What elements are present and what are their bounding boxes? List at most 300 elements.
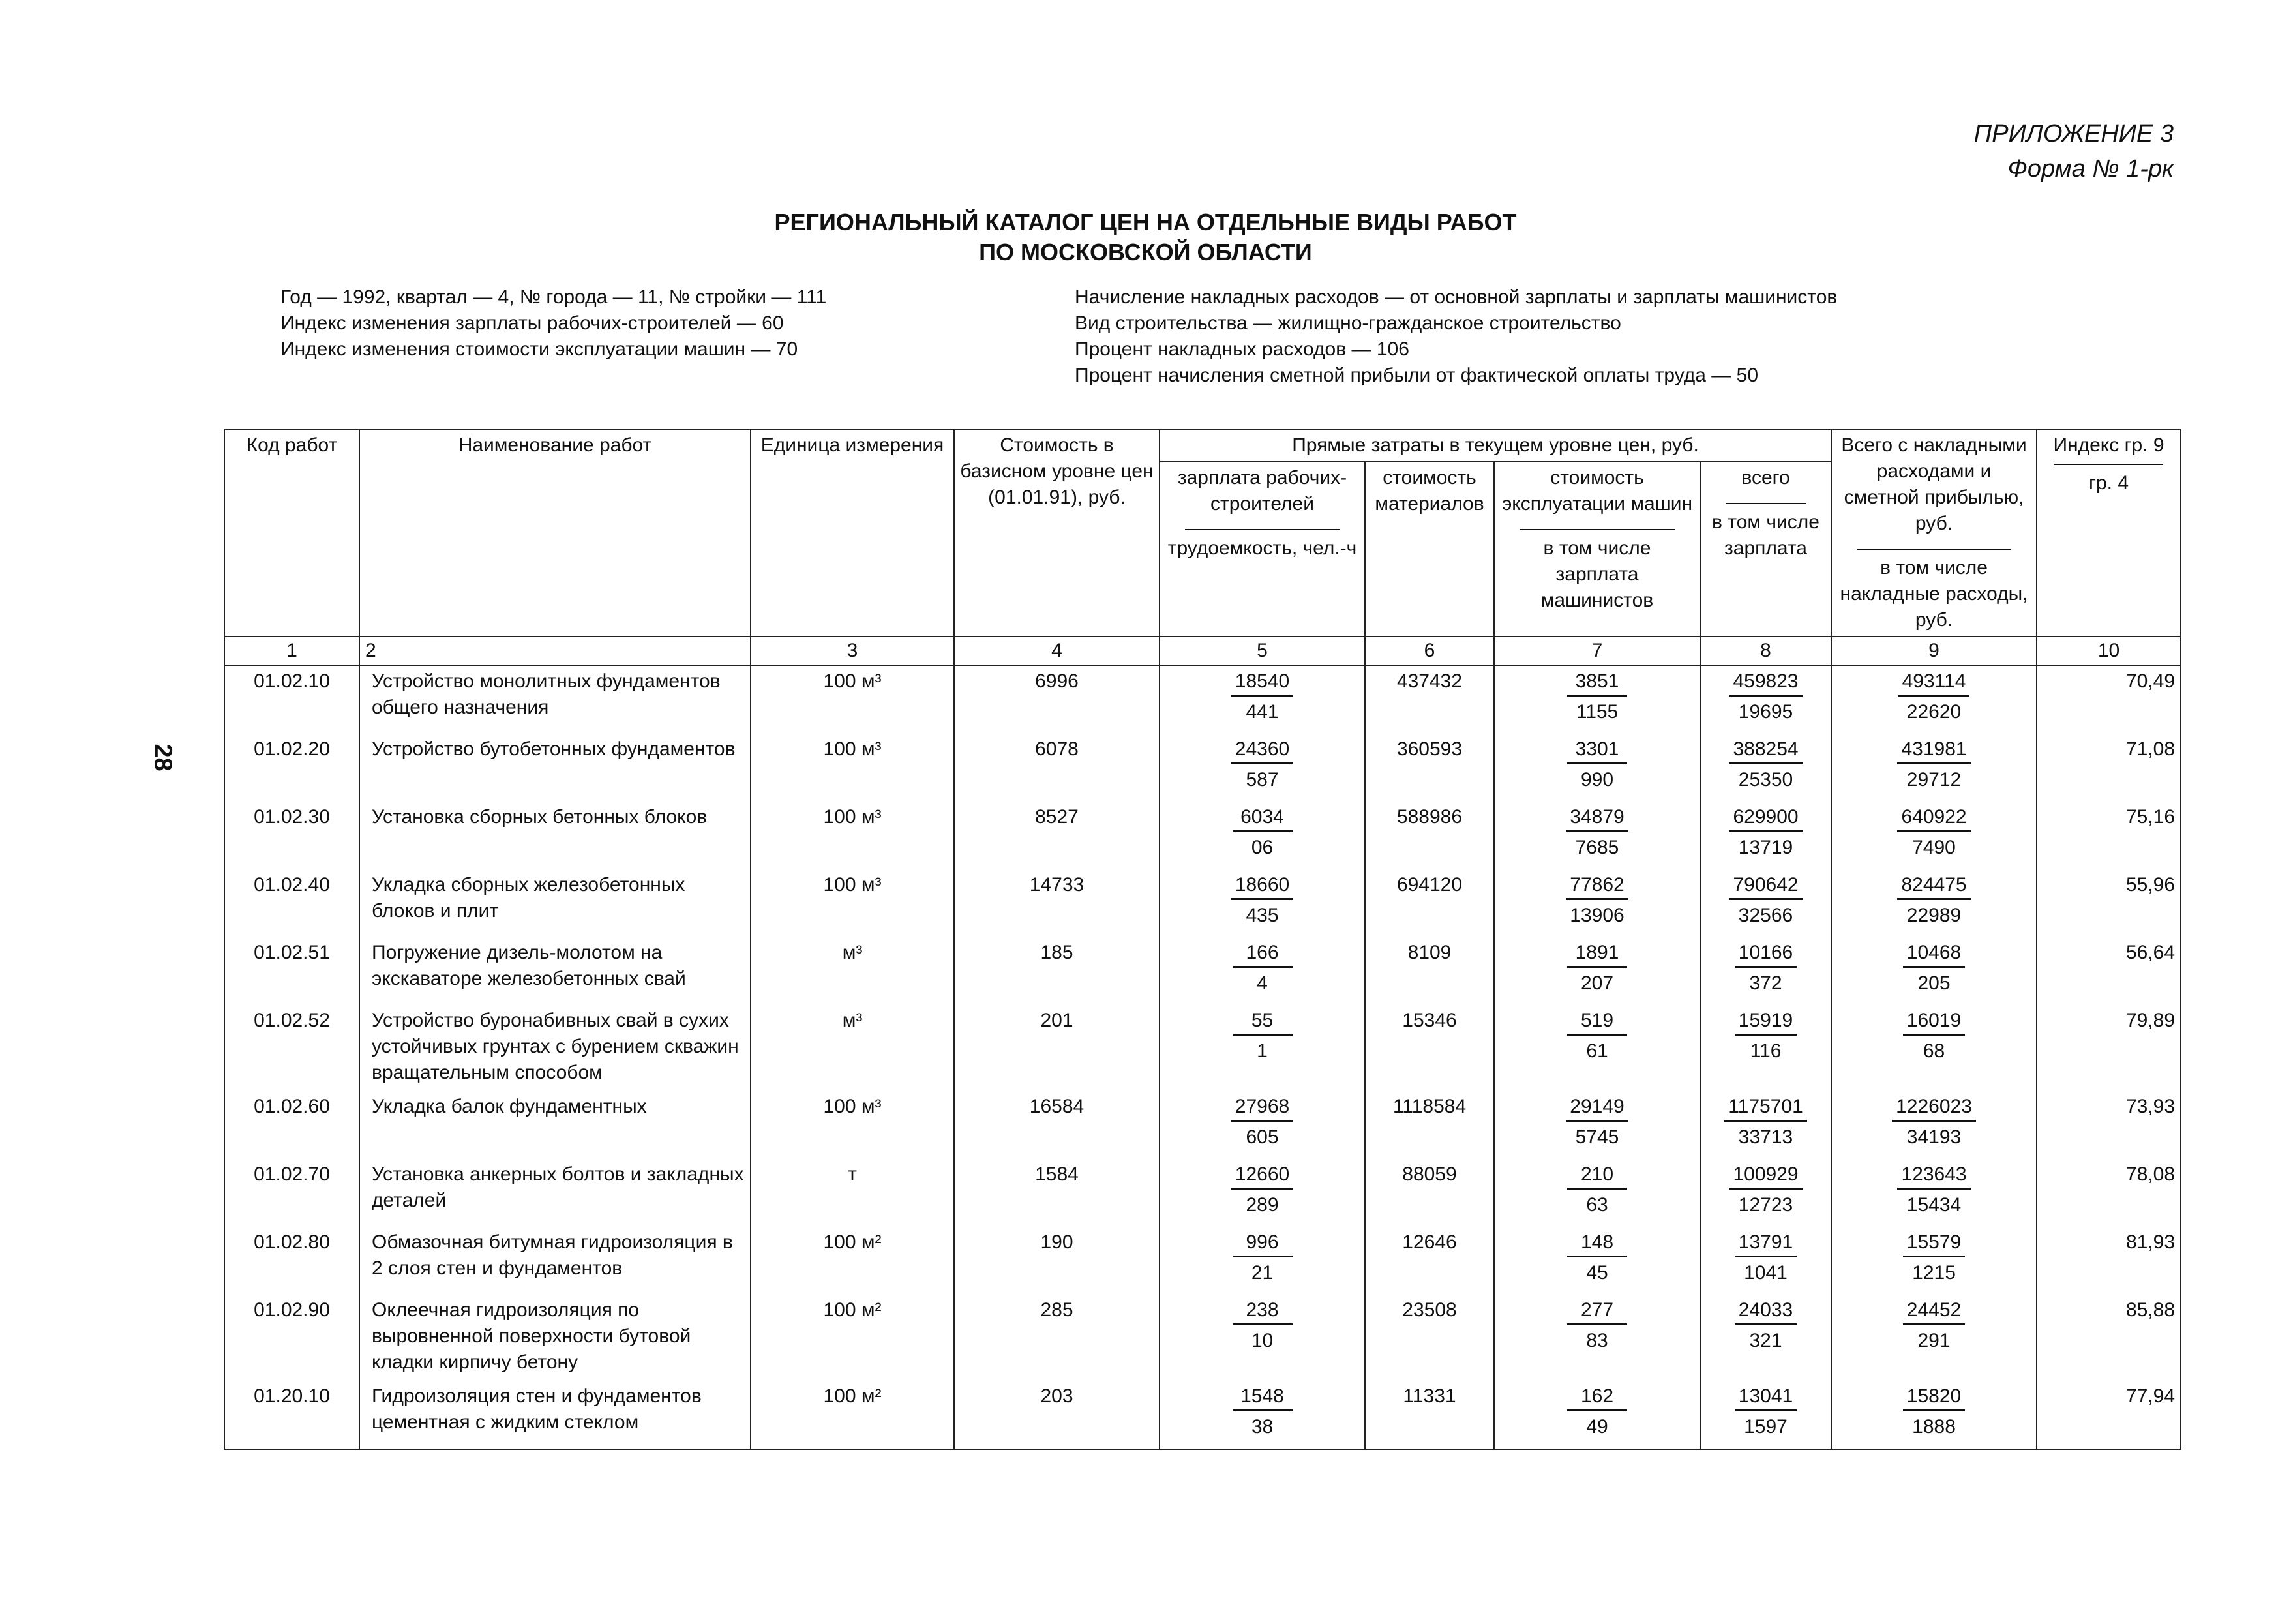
overhead-cost: 205 — [1917, 972, 1951, 994]
table-row — [224, 1005, 2181, 1091]
total-direct: 459823 — [1729, 669, 1802, 697]
work-code: 01.02.90 — [224, 1295, 359, 1381]
fraction — [1892, 1094, 1976, 1150]
price-index: 71,08 — [2037, 734, 2181, 802]
fraction — [1233, 1383, 1293, 1440]
work-code: 01.02.40 — [224, 869, 359, 937]
total-cell — [1700, 1159, 1831, 1227]
fraction — [1897, 736, 1970, 793]
work-code: 01.02.70 — [224, 1159, 359, 1227]
machines-cell — [1494, 734, 1700, 802]
price-index: 81,93 — [2037, 1227, 2181, 1295]
materials-cost: 694120 — [1365, 869, 1494, 937]
price-index: 77,94 — [2037, 1381, 2181, 1449]
machines-cost: 1891 — [1567, 940, 1627, 968]
total-with-overhead: 16019 — [1903, 1008, 1965, 1036]
machines-cell — [1494, 937, 1700, 1005]
fraction — [1231, 1094, 1293, 1150]
wages-value: 996 — [1233, 1229, 1293, 1257]
param-construction-type: Вид строительства — жилищно-гражданское строительство — [1075, 312, 1621, 334]
total-direct: 15919 — [1735, 1008, 1797, 1036]
fraction — [1231, 669, 1293, 725]
header-total-with-overhead-top: Всего с накладными расходами и сметной прибылью, руб. — [1841, 434, 2027, 534]
column-number: 10 — [2037, 637, 2181, 665]
column-number: 9 — [1831, 637, 2037, 665]
table-row — [224, 1227, 2181, 1295]
header-code: Код работ — [224, 429, 359, 637]
total-wages: 1597 — [1744, 1416, 1788, 1437]
wages-cell — [1160, 665, 1365, 734]
header-wages-bottom: трудоемкость, чел.-ч — [1167, 537, 1357, 559]
overhead-cell — [1831, 734, 2037, 802]
total-wages: 372 — [1749, 972, 1782, 994]
work-name: Укладка балок фундаментных — [359, 1091, 751, 1159]
fraction — [1567, 1383, 1627, 1440]
materials-cost: 23508 — [1365, 1295, 1494, 1381]
work-code: 01.02.10 — [224, 665, 359, 734]
overhead-cell — [1831, 1295, 2037, 1381]
header-machines — [1494, 462, 1700, 637]
header-index-top: Индекс гр. 9 — [2053, 434, 2164, 456]
overhead-cost: 7490 — [1912, 837, 1956, 858]
work-name: Погружение дизель-молотом на экскаваторе железобетонных свай — [359, 937, 751, 1005]
header-index-bottom: гр. 4 — [2089, 472, 2129, 494]
work-name: Обмазочная битумная гидроизоляция в 2 слоя стен и фундаментов — [359, 1227, 751, 1295]
table-row — [224, 869, 2181, 937]
total-with-overhead: 15579 — [1903, 1229, 1965, 1257]
header-total-with-overhead — [1831, 429, 2037, 637]
unit: 100 м³ — [751, 665, 954, 734]
overhead-cost: 68 — [1923, 1040, 1945, 1062]
total-cell — [1700, 1005, 1831, 1091]
price-index: 73,93 — [2037, 1091, 2181, 1159]
fraction — [1897, 872, 1970, 929]
unit: 100 м² — [751, 1227, 954, 1295]
unit: 100 м² — [751, 1381, 954, 1449]
fraction — [1724, 1094, 1807, 1150]
column-number: 3 — [751, 637, 954, 665]
base-cost: 6996 — [954, 665, 1160, 734]
overhead-cost: 29712 — [1906, 769, 1962, 790]
price-index: 85,88 — [2037, 1295, 2181, 1381]
total-cell — [1700, 665, 1831, 734]
fraction — [1567, 1229, 1627, 1286]
table-body — [224, 665, 2181, 1449]
base-cost: 285 — [954, 1295, 1160, 1381]
materials-cost: 11331 — [1365, 1381, 1494, 1449]
wages-value: 27968 — [1231, 1094, 1293, 1122]
work-name: Устройство бутобетонных фундаментов — [359, 734, 751, 802]
labor-hours: 4 — [1257, 972, 1268, 994]
header-divider — [1185, 529, 1340, 530]
total-direct: 629900 — [1729, 804, 1802, 832]
header-wages-top: зарплата рабочих-строителей — [1177, 467, 1347, 515]
fraction — [1903, 1383, 1965, 1440]
price-index: 78,08 — [2037, 1159, 2181, 1227]
table-row — [224, 937, 2181, 1005]
overhead-cost: 22620 — [1906, 701, 1962, 723]
wages-cell — [1160, 937, 1365, 1005]
work-code: 01.02.20 — [224, 734, 359, 802]
param-overhead-percent: Процент накладных расходов — 106 — [1075, 338, 1409, 360]
labor-hours: 1 — [1257, 1040, 1268, 1062]
total-cell — [1700, 734, 1831, 802]
total-wages: 12723 — [1738, 1194, 1793, 1216]
total-with-overhead: 493114 — [1898, 669, 1970, 697]
total-with-overhead: 24452 — [1903, 1297, 1965, 1325]
work-code: 01.02.30 — [224, 802, 359, 869]
labor-hours: 38 — [1251, 1416, 1274, 1437]
materials-cost: 88059 — [1365, 1159, 1494, 1227]
fraction — [1233, 1008, 1293, 1064]
work-code: 01.02.51 — [224, 937, 359, 1005]
machines-cell — [1494, 1091, 1700, 1159]
header-row-1 — [224, 429, 2181, 462]
fraction — [1898, 669, 1970, 725]
machines-cell — [1494, 1005, 1700, 1091]
column-number: 5 — [1160, 637, 1365, 665]
total-wages: 1041 — [1744, 1262, 1788, 1284]
params-left — [280, 284, 826, 363]
total-wages: 116 — [1750, 1040, 1782, 1062]
wages-value: 166 — [1233, 940, 1293, 968]
fraction — [1231, 872, 1293, 929]
fraction — [1233, 940, 1293, 997]
fraction — [1735, 1383, 1797, 1440]
labor-hours: 10 — [1251, 1330, 1274, 1351]
total-wages: 25350 — [1738, 769, 1793, 790]
overhead-cost: 1215 — [1912, 1262, 1956, 1284]
fraction — [1729, 669, 1802, 725]
header-direct-costs: Прямые затраты в текущем уровне цен, руб. — [1160, 429, 1831, 462]
header-total-bottom: в том числе зарплата — [1712, 511, 1819, 559]
fraction — [1729, 872, 1802, 929]
unit: 100 м³ — [751, 802, 954, 869]
machines-cost: 210 — [1567, 1162, 1627, 1190]
materials-cost: 1118584 — [1365, 1091, 1494, 1159]
fraction — [1233, 1229, 1293, 1286]
overhead-cell — [1831, 1091, 2037, 1159]
total-with-overhead: 431981 — [1897, 736, 1970, 764]
fraction — [1897, 804, 1970, 861]
work-name: Установка анкерных болтов и закладных деталей — [359, 1159, 751, 1227]
operator-wages: 63 — [1586, 1194, 1608, 1216]
fraction — [1231, 1162, 1293, 1218]
fraction — [1735, 1297, 1797, 1354]
wages-value: 12660 — [1231, 1162, 1293, 1190]
header-total — [1700, 462, 1831, 637]
column-number: 2 — [359, 637, 751, 665]
fraction — [1567, 1162, 1627, 1218]
wages-cell — [1160, 1091, 1365, 1159]
price-catalog-table — [224, 429, 2181, 1450]
base-cost: 6078 — [954, 734, 1160, 802]
header-total-with-overhead-bottom: в том числе накладные расходы, руб. — [1840, 557, 2028, 631]
column-number: 4 — [954, 637, 1160, 665]
header-divider — [1726, 503, 1806, 504]
work-code: 01.02.60 — [224, 1091, 359, 1159]
machines-cost: 277 — [1567, 1297, 1627, 1325]
labor-hours: 441 — [1246, 701, 1279, 723]
wages-cell — [1160, 802, 1365, 869]
operator-wages: 45 — [1586, 1262, 1608, 1284]
labor-hours: 435 — [1246, 905, 1279, 926]
labor-hours: 21 — [1251, 1262, 1274, 1284]
unit: м³ — [751, 1005, 954, 1091]
total-cell — [1700, 1227, 1831, 1295]
total-cell — [1700, 1295, 1831, 1381]
header-wages — [1160, 462, 1365, 637]
operator-wages: 7685 — [1575, 837, 1619, 858]
overhead-cost: 34193 — [1906, 1126, 1962, 1148]
overhead-cell — [1831, 869, 2037, 937]
fraction — [1729, 736, 1802, 793]
price-index: 56,64 — [2037, 937, 2181, 1005]
fraction — [1903, 1297, 1965, 1354]
total-direct: 1175701 — [1724, 1094, 1807, 1122]
fraction — [1233, 804, 1293, 861]
params-right — [1075, 284, 1837, 389]
labor-hours: 605 — [1246, 1126, 1279, 1148]
overhead-cost: 1888 — [1912, 1416, 1956, 1437]
machines-cell — [1494, 1227, 1700, 1295]
wages-cell — [1160, 1159, 1365, 1227]
operator-wages: 207 — [1580, 972, 1614, 994]
header-machines-top: стоимость эксплуатации машин — [1501, 467, 1693, 515]
table-row — [224, 1159, 2181, 1227]
total-direct: 24033 — [1735, 1297, 1797, 1325]
document-title — [0, 207, 2291, 267]
overhead-cell — [1831, 937, 2037, 1005]
appendix-label — [1974, 116, 2174, 187]
column-number: 1 — [224, 637, 359, 665]
unit: 100 м² — [751, 1295, 954, 1381]
work-name: Гидроизоляция стен и фундаментов цементная с жидким стеклом — [359, 1381, 751, 1449]
fraction — [1903, 1229, 1965, 1286]
column-number-row — [224, 637, 2181, 665]
fraction — [1233, 1297, 1293, 1354]
wages-value: 55 — [1233, 1008, 1293, 1036]
materials-cost: 437432 — [1365, 665, 1494, 734]
overhead-cell — [1831, 1159, 2037, 1227]
unit: т — [751, 1159, 954, 1227]
unit: 100 м³ — [751, 734, 954, 802]
materials-cost: 588986 — [1365, 802, 1494, 869]
total-cell — [1700, 1091, 1831, 1159]
wages-cell — [1160, 734, 1365, 802]
total-wages: 321 — [1749, 1330, 1782, 1351]
column-number: 6 — [1365, 637, 1494, 665]
work-code: 01.02.52 — [224, 1005, 359, 1091]
base-cost: 190 — [954, 1227, 1160, 1295]
table-row — [224, 1295, 2181, 1381]
wages-value: 1548 — [1233, 1383, 1293, 1411]
operator-wages: 1155 — [1576, 701, 1619, 723]
header-index — [2037, 429, 2181, 637]
overhead-cell — [1831, 665, 2037, 734]
machines-cell — [1494, 1295, 1700, 1381]
header-materials: стоимость материалов — [1365, 462, 1494, 637]
table-row — [224, 1091, 2181, 1159]
labor-hours: 06 — [1251, 837, 1274, 858]
labor-hours: 289 — [1246, 1194, 1279, 1216]
price-index: 79,89 — [2037, 1005, 2181, 1091]
operator-wages: 5745 — [1575, 1126, 1619, 1148]
wages-value: 6034 — [1233, 804, 1293, 832]
total-with-overhead: 640922 — [1897, 804, 1970, 832]
wages-cell — [1160, 1005, 1365, 1091]
machines-cost: 77862 — [1566, 872, 1628, 900]
overhead-cost: 22989 — [1906, 905, 1962, 926]
fraction — [1567, 669, 1627, 725]
work-name: Устройство монолитных фундаментов общего назначения — [359, 665, 751, 734]
price-index: 70,49 — [2037, 665, 2181, 734]
operator-wages: 990 — [1580, 769, 1614, 790]
fraction — [1567, 940, 1627, 997]
wages-value: 24360 — [1231, 736, 1293, 764]
fraction — [1735, 1008, 1797, 1064]
fraction — [1729, 804, 1802, 861]
unit: 100 м³ — [751, 1091, 954, 1159]
fraction — [1566, 1094, 1628, 1150]
base-cost: 16584 — [954, 1091, 1160, 1159]
overhead-cell — [1831, 1381, 2037, 1449]
unit: м³ — [751, 937, 954, 1005]
param-year: Год — 1992, квартал — 4, № города — 11, № стройки — 111 — [280, 286, 827, 308]
total-wages: 13719 — [1738, 837, 1793, 858]
work-name: Укладка сборных железобетонных блоков и плит — [359, 869, 751, 937]
total-direct: 100929 — [1729, 1162, 1802, 1190]
fraction — [1897, 1162, 1970, 1218]
machines-cost: 162 — [1567, 1383, 1627, 1411]
param-profit-percent: Процент начисления сметной прибыли от фактической оплаты труда — 50 — [1075, 365, 1759, 386]
fraction — [1567, 736, 1627, 793]
param-overhead-basis: Начисление накладных расходов — от основной зарплаты и зарплаты машинистов — [1075, 286, 1838, 308]
overhead-cost: 291 — [1917, 1330, 1951, 1351]
overhead-cell — [1831, 1227, 2037, 1295]
machines-cost: 519 — [1567, 1008, 1627, 1036]
total-with-overhead: 10468 — [1903, 940, 1965, 968]
header-machines-bottom: в том числе зарплата машинистов — [1540, 537, 1654, 611]
total-with-overhead: 15820 — [1903, 1383, 1965, 1411]
overhead-cell — [1831, 1005, 2037, 1091]
total-wages: 33713 — [1738, 1126, 1793, 1148]
fraction — [1903, 1008, 1965, 1064]
unit: 100 м³ — [751, 869, 954, 937]
fraction — [1566, 872, 1628, 929]
total-wages: 19695 — [1738, 701, 1793, 723]
header-unit: Единица измерения — [751, 429, 954, 637]
machines-cell — [1494, 802, 1700, 869]
total-wages: 32566 — [1738, 905, 1793, 926]
base-cost: 201 — [954, 1005, 1160, 1091]
work-code: 01.20.10 — [224, 1381, 359, 1449]
work-name: Оклеечная гидроизоляция по выровненной поверхности бутовой кладки кирпичу бетону — [359, 1295, 751, 1381]
operator-wages: 83 — [1586, 1330, 1608, 1351]
header-name: Наименование работ — [359, 429, 751, 637]
page-number: 28 — [149, 744, 177, 772]
wages-value: 18540 — [1231, 669, 1293, 697]
base-cost: 185 — [954, 937, 1160, 1005]
total-with-overhead: 123643 — [1897, 1162, 1970, 1190]
price-index: 55,96 — [2037, 869, 2181, 937]
machines-cell — [1494, 1159, 1700, 1227]
total-cell — [1700, 869, 1831, 937]
wages-cell — [1160, 1381, 1365, 1449]
title-line-1: РЕГИОНАЛЬНЫЙ КАТАЛОГ ЦЕН НА ОТДЕЛЬНЫЕ ВИДЫ РАБОТ — [774, 209, 1517, 235]
machines-cost: 34879 — [1566, 804, 1628, 832]
work-name: Установка сборных бетонных блоков — [359, 802, 751, 869]
materials-cost: 15346 — [1365, 1005, 1494, 1091]
machines-cell — [1494, 869, 1700, 937]
work-name: Устройство буронабивных свай в сухих устойчивых грунтах с бурением скважин вращательным способом — [359, 1005, 751, 1091]
total-cell — [1700, 937, 1831, 1005]
wages-cell — [1160, 1295, 1365, 1381]
wages-cell — [1160, 869, 1365, 937]
operator-wages: 13906 — [1570, 905, 1625, 926]
base-cost: 14733 — [954, 869, 1160, 937]
wages-cell — [1160, 1227, 1365, 1295]
total-direct: 13791 — [1735, 1229, 1797, 1257]
total-direct: 13041 — [1735, 1383, 1797, 1411]
machines-cost: 3301 — [1567, 736, 1627, 764]
table-row — [224, 1381, 2181, 1449]
total-direct: 10166 — [1735, 940, 1797, 968]
machines-cost: 148 — [1567, 1229, 1627, 1257]
fraction — [1566, 804, 1628, 861]
fraction — [1567, 1297, 1627, 1354]
param-machine-index: Индекс изменения стоимости эксплуатации машин — 70 — [280, 338, 798, 360]
form-number: Форма № 1-рк — [2007, 155, 2174, 183]
param-wage-index: Индекс изменения зарплаты рабочих-строителей — 60 — [280, 312, 784, 334]
header-divider — [1520, 529, 1675, 530]
total-with-overhead: 824475 — [1897, 872, 1970, 900]
fraction — [1729, 1162, 1802, 1218]
fraction — [1735, 1229, 1797, 1286]
column-number: 7 — [1494, 637, 1700, 665]
base-cost: 203 — [954, 1381, 1160, 1449]
wages-value: 18660 — [1231, 872, 1293, 900]
machines-cost: 29149 — [1566, 1094, 1628, 1122]
base-cost: 8527 — [954, 802, 1160, 869]
price-index: 75,16 — [2037, 802, 2181, 869]
operator-wages: 49 — [1586, 1416, 1608, 1437]
fraction — [1567, 1008, 1627, 1064]
wages-value: 238 — [1233, 1297, 1293, 1325]
total-direct: 790642 — [1729, 872, 1802, 900]
appendix-number: ПРИЛОЖЕНИЕ 3 — [1973, 120, 2174, 147]
total-cell — [1700, 802, 1831, 869]
column-number: 8 — [1700, 637, 1831, 665]
materials-cost: 8109 — [1365, 937, 1494, 1005]
total-cell — [1700, 1381, 1831, 1449]
table-row — [224, 665, 2181, 734]
labor-hours: 587 — [1246, 769, 1279, 790]
header-base-cost: Стоимость в базисном уровне цен (01.01.91), руб. — [954, 429, 1160, 637]
header-total-top: всего — [1741, 467, 1790, 489]
total-direct: 388254 — [1729, 736, 1802, 764]
title-line-2: ПО МОСКОВСКОЙ ОБЛАСТИ — [979, 239, 1312, 265]
fraction — [1903, 940, 1965, 997]
materials-cost: 12646 — [1365, 1227, 1494, 1295]
total-with-overhead: 1226023 — [1892, 1094, 1976, 1122]
machines-cell — [1494, 1381, 1700, 1449]
header-divider — [2054, 464, 2163, 465]
header-divider — [1857, 549, 2011, 550]
fraction — [1231, 736, 1293, 793]
table-row — [224, 802, 2181, 869]
table-row — [224, 734, 2181, 802]
